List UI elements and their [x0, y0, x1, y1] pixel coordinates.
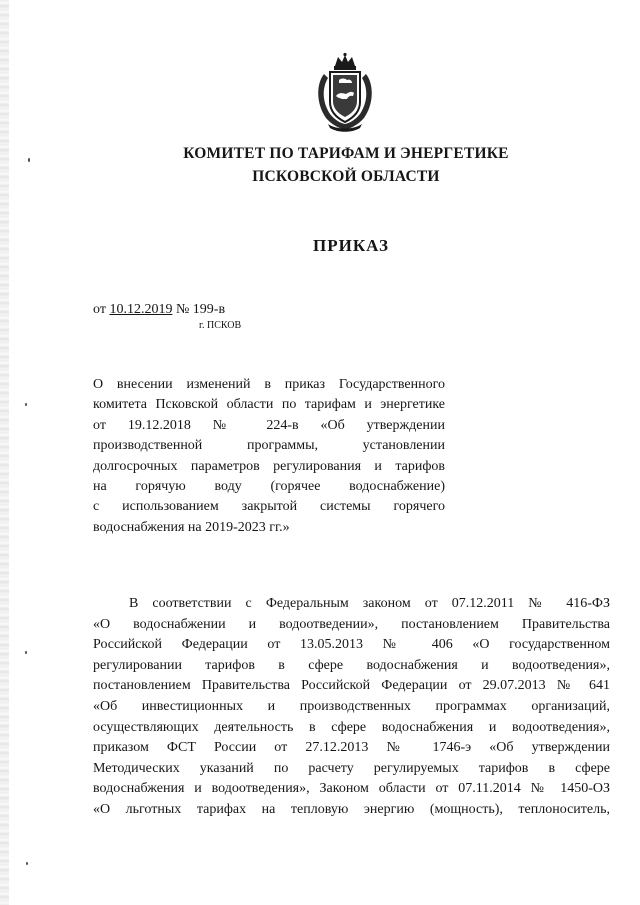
organization-name: [0, 142, 640, 188]
document-body: [93, 594, 610, 821]
scan-edge: [0, 0, 9, 905]
document-place: г. ПСКОВ: [199, 320, 242, 331]
body-line: постановлением Правительства Российской Федерации от 29.07.2013 № 641: [93, 678, 610, 694]
scan-speck: [26, 862, 28, 865]
subject-line: водоснабжения на 2019-2023 гг.»: [93, 519, 290, 535]
subject-line: производственной программы, установлении: [93, 438, 445, 454]
body-line: «Об инвестиционных и производственных программах организаций,: [93, 698, 610, 714]
document-subject: [93, 375, 445, 538]
body-line: В соответствии с Федеральным законом от 07.12.2011 № 416-ФЗ: [129, 596, 610, 611]
scan-speck: [25, 403, 27, 406]
subject-line: на горячую воду (горячее водоснабжение): [93, 478, 445, 494]
body-line: Методических указаний по расчету регулируемых тарифов в сфере: [93, 760, 610, 776]
subject-line: долгосрочных параметров регулирования и тарифов: [93, 458, 445, 474]
body-line: Российской Федерации от 13.05.2013 № 406 «О государственном: [93, 637, 610, 653]
organization-line-2: ПСКОВСКОЙ ОБЛАСТИ: [252, 168, 440, 185]
body-line: осуществляющих деятельность в сфере водоснабжения и водоотведения»,: [93, 719, 610, 735]
body-line: «О водоснабжении и водоотведении», постановлением Правительства: [93, 616, 610, 632]
coat-of-arms-icon: [312, 52, 378, 134]
subject-line: с использованием закрытой системы горячего: [93, 499, 445, 515]
body-line: приказом ФСТ России от 27.12.2013 № 1746-э «Об утверждении: [93, 740, 610, 756]
date-number-line: [93, 302, 225, 318]
number-prefix: №: [172, 302, 193, 317]
document-number: 199-в: [192, 302, 226, 317]
organization-line-1: КОМИТЕТ ПО ТАРИФАМ И ЭНЕРГЕТИКЕ: [183, 145, 509, 162]
subject-line: от 19.12.2018 № 224-в «Об утверждении: [93, 417, 445, 433]
subject-line: комитета Псковской области по тарифам и энергетике: [93, 397, 445, 413]
date-prefix: от: [93, 302, 110, 317]
body-line: водоснабжения и водоотведения», Законом области от 07.11.2014 № 1450-ОЗ: [93, 781, 610, 797]
subject-line: О внесении изменений в приказ Государственного: [93, 377, 445, 392]
scan-speck: [25, 651, 27, 654]
document-date: 10.12.2019: [109, 302, 173, 317]
body-line: регулировании тарифов в сфере водоснабжения и водоотведения»,: [93, 657, 610, 673]
body-line: «О льготных тарифах на тепловую энергию (мощность), теплоноситель,: [93, 801, 610, 817]
document-type-title: ПРИКАЗ: [313, 236, 389, 255]
